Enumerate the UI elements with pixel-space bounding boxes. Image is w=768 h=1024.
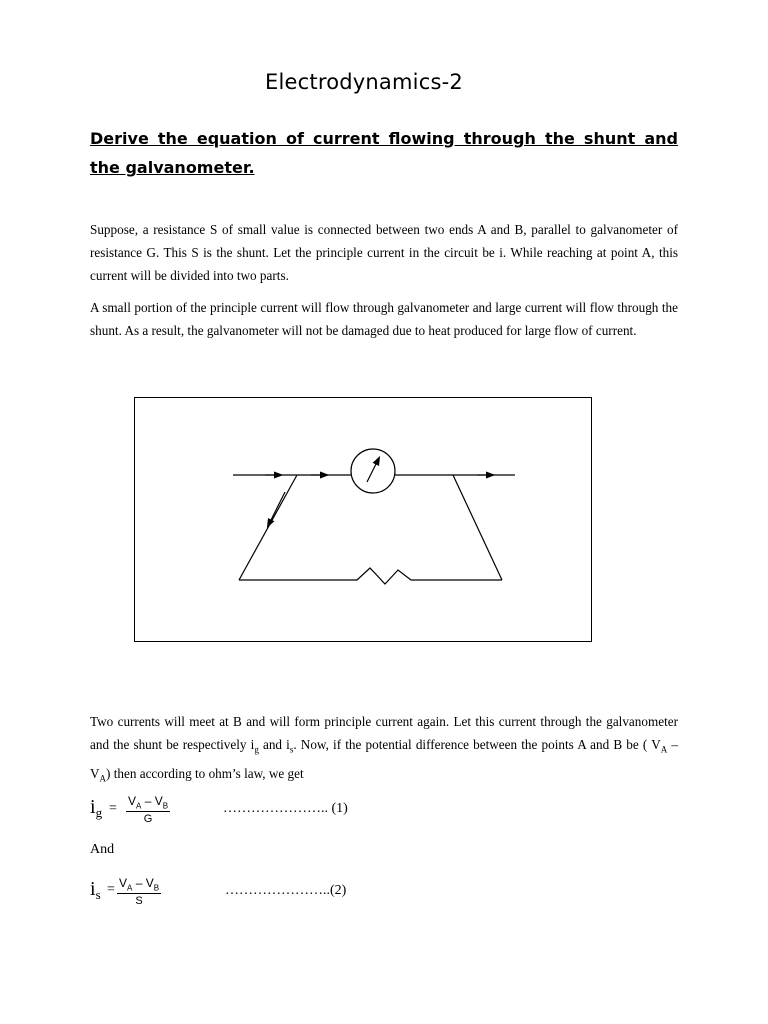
shunt-resistor	[239, 568, 502, 584]
eq2-num-s2: B	[153, 883, 160, 893]
eq2-denominator: S	[135, 895, 143, 908]
equation-2	[90, 876, 490, 916]
eq2-num-s1: A	[127, 883, 133, 893]
equation-1	[90, 794, 490, 834]
p3-part5: ) then according to ohm’s law, we get	[106, 765, 304, 781]
right-branch-wire	[453, 475, 502, 580]
galvanometer-needle-icon	[367, 458, 379, 482]
eq2-numerator	[117, 876, 161, 894]
equation-2-lhs	[90, 878, 101, 901]
equation-1-lhs	[90, 796, 102, 819]
paragraph-3	[90, 710, 678, 790]
connector-text: And	[90, 842, 115, 857]
eq1-equals: =	[109, 801, 117, 816]
current-arrow-4	[268, 492, 285, 526]
eq1-num-v1: V	[128, 794, 137, 808]
paragraph-1	[90, 218, 678, 287]
circuit-svg	[135, 398, 591, 641]
left-branch-wire	[239, 475, 297, 580]
p3-part1: Two currents will meet at B and will form principle current again. Let this current through the galvanometer and the shunt be respectively i	[90, 714, 678, 752]
eq1-lhs-main: i	[90, 796, 96, 818]
eq1-num-minus: – V	[144, 794, 163, 808]
eq1-numerator	[126, 794, 170, 812]
p3-sub-a1: A	[660, 744, 668, 755]
eq2-lhs-sub: s	[95, 887, 101, 902]
p3-part3: . Now, if the potential difference between the points A and B be ( V	[293, 737, 661, 752]
document-title: Electrodynamics-2	[265, 70, 463, 94]
circuit-diagram	[134, 397, 592, 642]
paragraph-2-text: A small portion of the principle current will flow through galvanometer and large current will flow through the shunt. As a result, the galvanometer will not be damaged due to heat produced for large flow of current.	[90, 300, 678, 338]
eq1-number: ………………….. (1)	[223, 801, 348, 816]
p3-sub-g: g	[254, 744, 259, 755]
paragraph-3-text	[90, 710, 678, 790]
eq1-lhs-sub: g	[95, 805, 103, 820]
eq2-fraction	[117, 876, 161, 907]
eq2-num-minus: – V	[135, 876, 154, 890]
paragraph-2	[90, 296, 678, 342]
eq1-fraction	[126, 794, 170, 825]
eq1-denominator: G	[143, 813, 153, 826]
p3-part4: – V	[90, 737, 678, 781]
eq1-num-s1: A	[136, 801, 142, 811]
paragraph-1-text: Suppose, a resistance S of small value is connected between two ends A and B, parallel to galvanometer of resistance G. This S is the shunt. Let the principle current in the circuit be i. While reaching at point A, this current will be divided into two parts.	[90, 222, 678, 283]
section-heading: Derive the equation of current flowing through the shunt and the galvanometer.	[90, 129, 678, 177]
p3-sub-a2: A	[99, 773, 107, 784]
eq2-equals: =	[107, 882, 115, 897]
eq1-num-s2: B	[162, 801, 169, 811]
eq2-lhs-main: i	[90, 878, 96, 900]
p3-sub-s: s	[289, 744, 294, 755]
eq2-num-v1: V	[119, 876, 128, 890]
p3-part2: and i	[258, 737, 290, 752]
eq2-number: …………………..(2)	[225, 883, 347, 898]
